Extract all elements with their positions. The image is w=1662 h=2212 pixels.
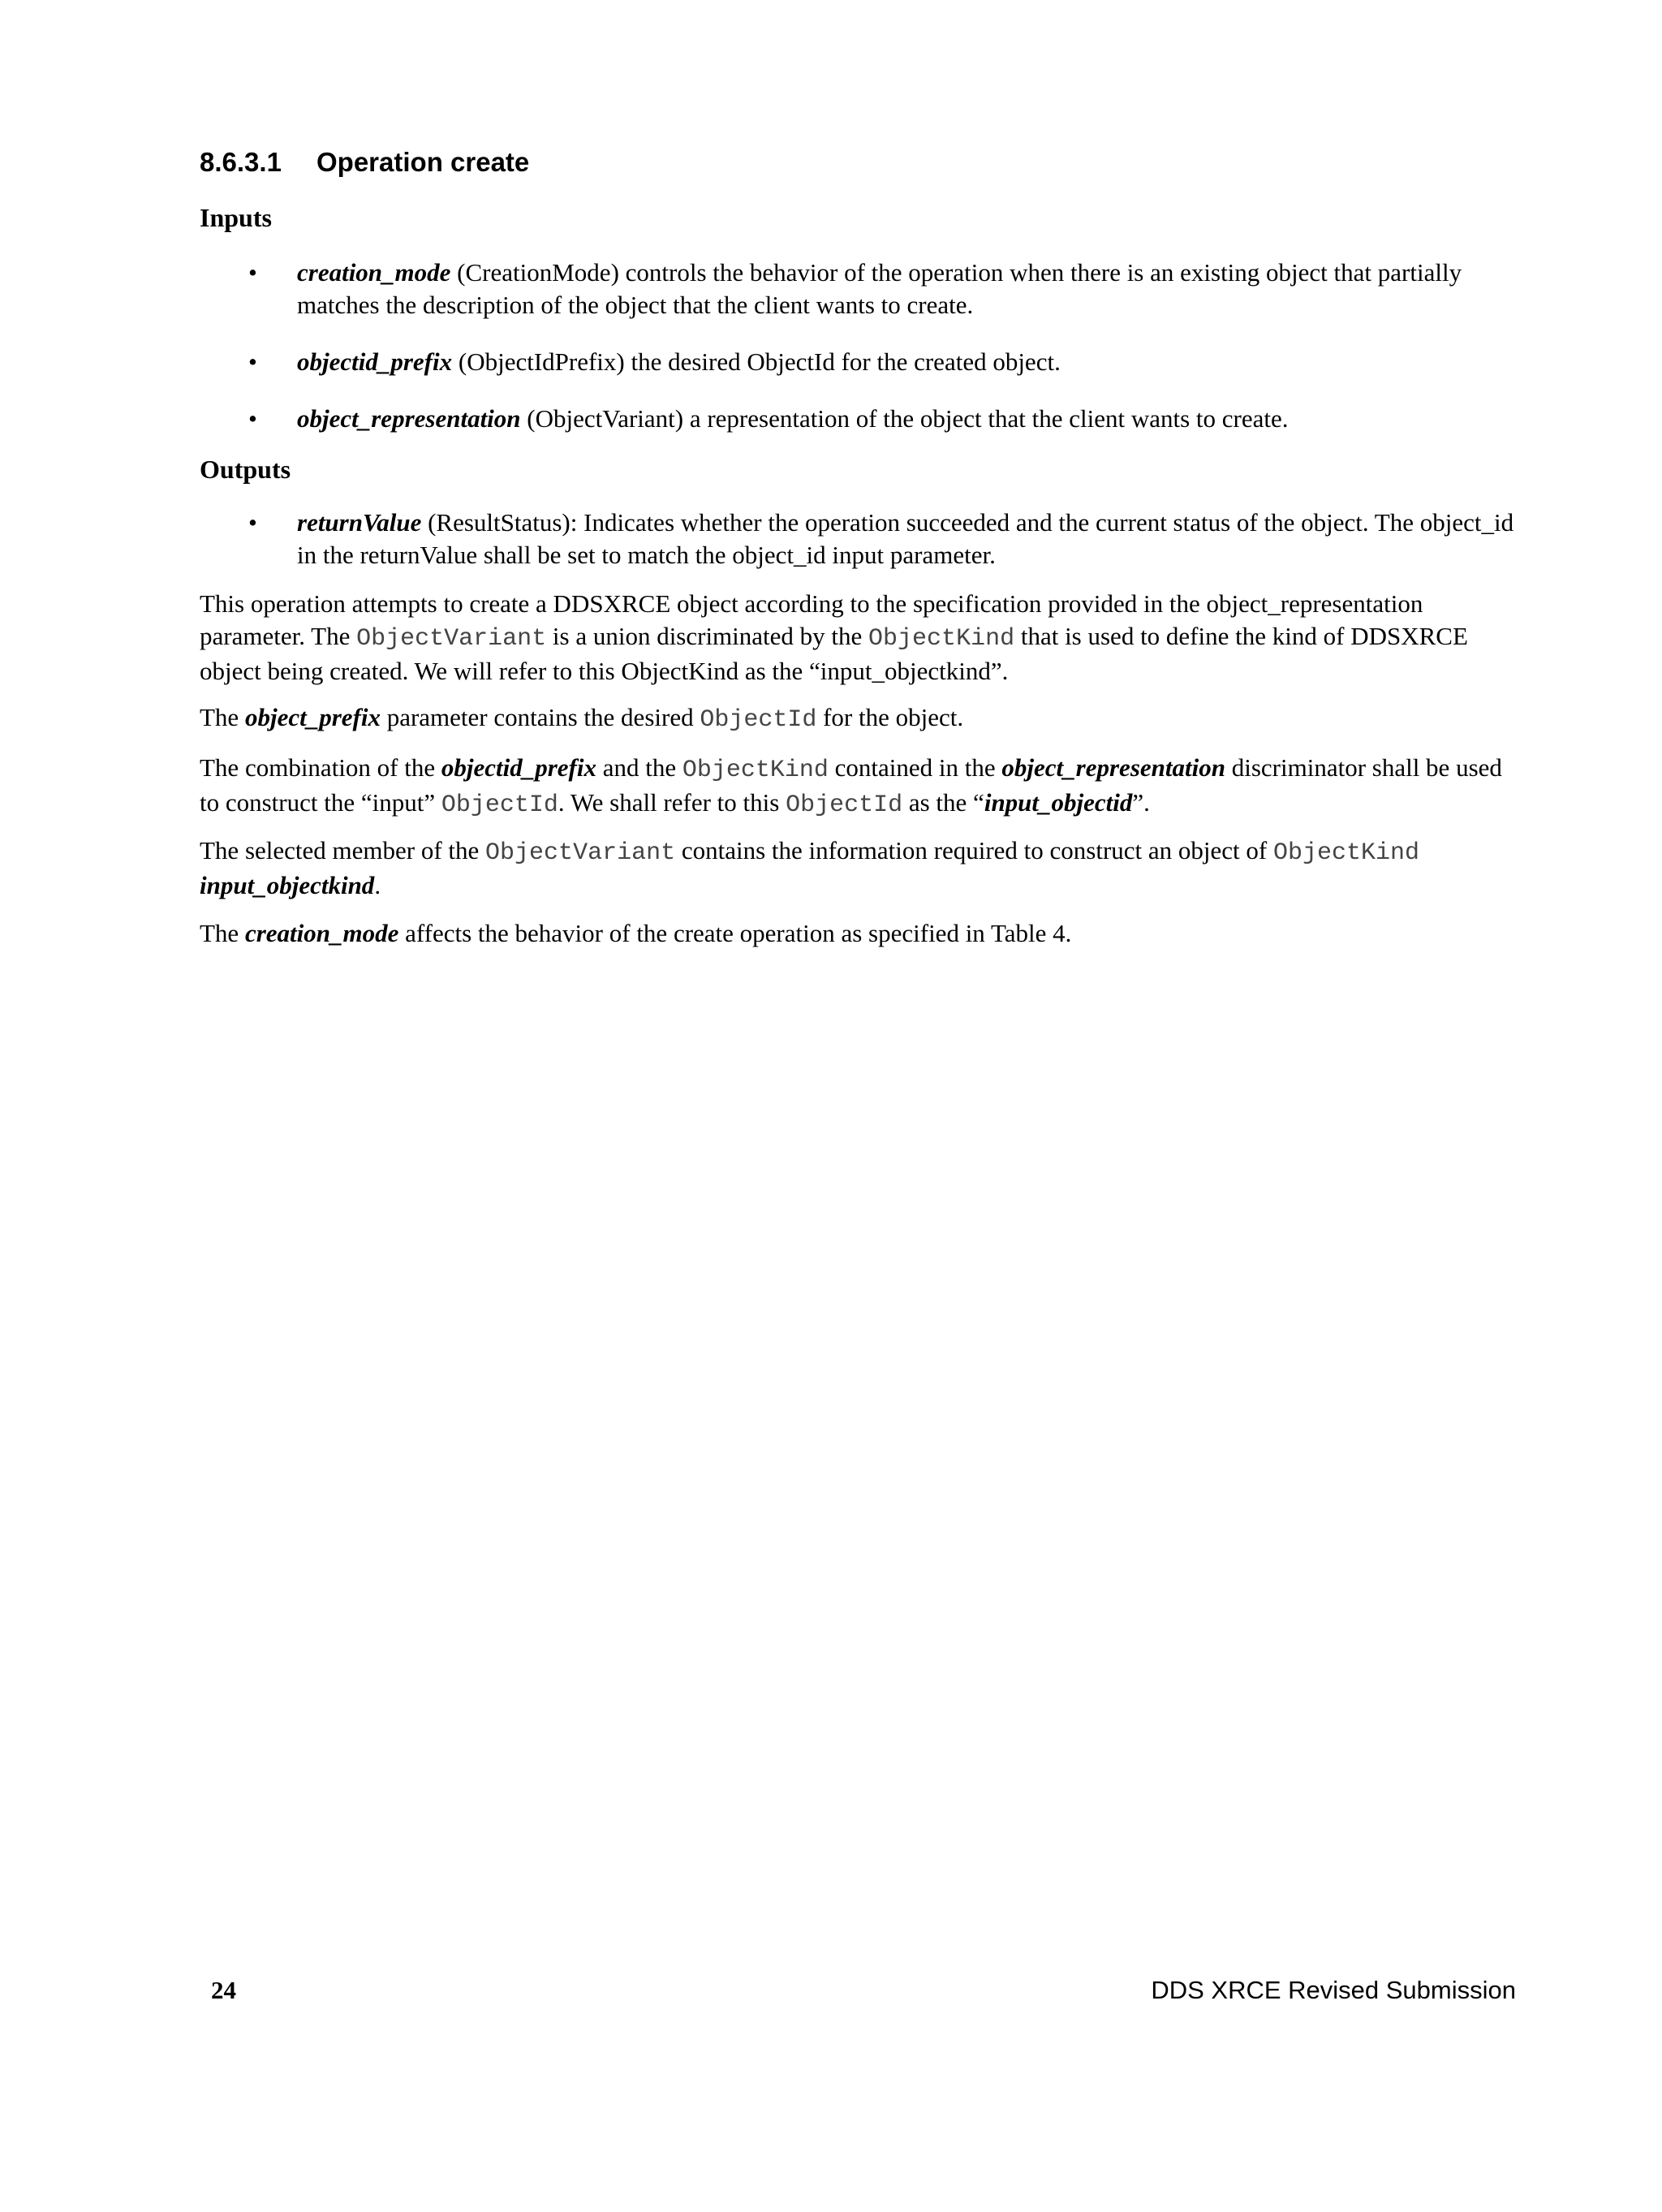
code-run: ObjectKind xyxy=(1272,839,1420,867)
param-description: (ObjectIdPrefix) the desired ObjectId for the created object. xyxy=(452,347,1061,376)
param-term: returnValue xyxy=(297,508,422,537)
param-description: (ObjectVariant) a representation of the object that the client wants to create. xyxy=(520,404,1289,433)
list-item xyxy=(200,257,1514,321)
code-run: ObjectVariant xyxy=(485,839,676,867)
footer-document-title: DDS XRCE Revised Submission xyxy=(1151,1976,1516,2004)
inputs-heading: Inputs xyxy=(200,203,272,232)
text-run: ”. xyxy=(1132,788,1150,817)
bullet-icon: • xyxy=(248,347,257,376)
bullet-icon: • xyxy=(248,508,257,537)
text-run: affects the behavior of the create operation as specified in Table 4. xyxy=(398,919,1072,947)
code-run: ObjectKind xyxy=(682,757,829,784)
param-term: object_representation xyxy=(297,404,521,433)
code-run: ObjectId xyxy=(441,791,558,819)
page-number: 24 xyxy=(211,1976,236,2004)
section-number: 8.6.3.1 xyxy=(200,147,282,177)
text-run: . xyxy=(374,871,381,899)
paragraph-operation xyxy=(200,588,1514,688)
text-run: and the xyxy=(596,753,682,782)
list-item xyxy=(200,346,1514,378)
text-run: contains the information required to construct an object of xyxy=(675,836,1273,865)
text-run: as the “ xyxy=(902,788,984,817)
param-term: objectid_prefix xyxy=(297,347,453,376)
list-item xyxy=(200,403,1514,435)
term-run: object_representation xyxy=(1001,753,1225,782)
text-run: This operation attempts to create a DDSXRCE object according to the specification provided in the object_representation parameter. The xyxy=(200,589,1423,650)
section-title: Operation create xyxy=(316,147,530,177)
param-term: creation_mode xyxy=(297,258,451,287)
list-item xyxy=(200,507,1514,571)
code-run: ObjectKind xyxy=(868,625,1015,653)
term-run: input_objectid xyxy=(984,788,1133,817)
text-run: discriminator shall be used to construct the “input” xyxy=(200,753,1502,817)
inputs-list xyxy=(200,257,1514,459)
term-run: input_objectkind xyxy=(200,871,375,899)
text-run: contained in the xyxy=(828,753,1002,782)
param-description: (ResultStatus): Indicates whether the operation succeeded and the current status of the object. The object_id in the returnValue shall be set to match the object_id input parameter. xyxy=(297,508,1514,569)
text-run: for the object. xyxy=(816,703,964,731)
text-run: The selected member of the xyxy=(200,836,486,865)
text-run: The combination of the xyxy=(200,753,441,782)
paragraph-combination xyxy=(200,752,1514,821)
term-run: objectid_prefix xyxy=(441,753,596,782)
outputs-list xyxy=(200,507,1514,596)
code-run: ObjectId xyxy=(700,706,817,734)
paragraph-creation-mode xyxy=(200,917,1514,950)
code-run: ObjectVariant xyxy=(356,625,547,653)
text-run: that is used to define the kind of DDSXRCE object being created. We will refer to this ObjectKind as the “input_objectkind”. xyxy=(200,622,1468,685)
param-description: (CreationMode) controls the behavior of the operation when there is an existing object that partially matches the description of the object that the client wants to create. xyxy=(297,258,1462,319)
text-run: . We shall refer to this xyxy=(558,788,786,817)
term-run: object_prefix xyxy=(244,703,381,731)
code-run: ObjectId xyxy=(786,791,903,819)
text-run: The xyxy=(200,919,245,947)
text-run: The xyxy=(200,703,245,731)
bullet-icon: • xyxy=(248,258,257,287)
text-run: is a union discriminated by the xyxy=(546,622,869,650)
outputs-heading: Outputs xyxy=(200,455,291,484)
bullet-icon: • xyxy=(248,404,257,433)
text-run: parameter contains the desired xyxy=(380,703,700,731)
paragraph-object-prefix xyxy=(200,701,1514,736)
paragraph-selected-member xyxy=(200,834,1514,902)
section-heading xyxy=(200,146,529,179)
term-run: creation_mode xyxy=(244,919,399,947)
